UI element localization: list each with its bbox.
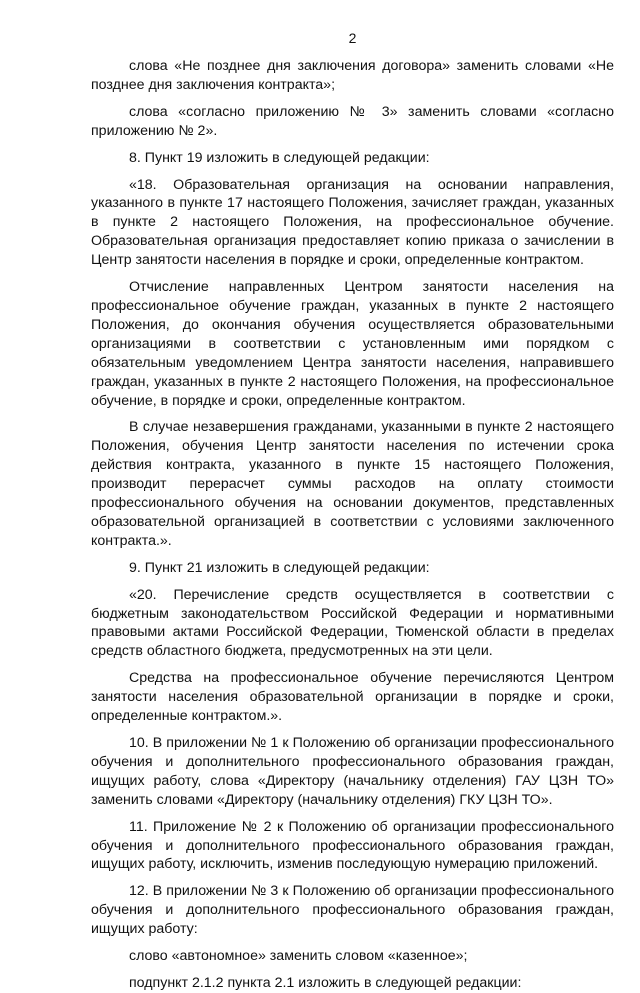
paragraph-14: подпункт 2.1.2 пункта 2.1 изложить в следующей редакции: [129,974,522,991]
paragraph-4: «18. Образовательная организация на основании направления, указанного в пункте 17 настоящего Положения, зачисляет граждан, указанных в пункте 2 настоящего Положения, на профессиональное обучение. Образовательная организация предоставляет копию приказа о зачислении в Центр занятости населения в порядке и сроки, определенные контрактом. [91,176,614,269]
paragraph-11: 11. Приложение № 2 к Положению об организации профессионального обучения и дополнительного профессионального образования граждан, ищущих работу, исключить, изменив последующую нумерацию приложений. [91,818,614,873]
paragraph-7: 9. Пункт 21 изложить в следующей редакции: [129,559,430,576]
paragraph-13: слово «автономное» заменить словом «казенное»; [129,948,468,965]
paragraph-5: Отчисление направленных Центром занятости населения на профессиональное обучение граждан, указанных в пункте 2 настоящего Положения, до окончания обучения осуществляется образовательными организациями в соответствии с установленным ими порядком с обязательным уведомлением Центра занятости населения, направившего граждан, указанных в пункте 2 настоящего Положения, на профессиональное обучение, в порядке и сроки, определенные контрактом. [91,279,614,409]
paragraph-1: слова «Не позднее дня заключения договора» заменить словами «Не позднее дня заключения контракта»; [91,58,614,93]
paragraph-10: 10. В приложении № 1 к Положению об организации профессионального обучения и дополнительного профессионального образования граждан, ищущих работу, слова «Директору (начальнику отделения) ГАУ ЦЗН ТО» заменить словами «Директору (начальнику отделения) ГКУ ЦЗН ТО». [91,735,614,808]
paragraph-8: «20. Перечисление средств осуществляется в соответствии с бюджетным законодательством Российской Федерации и нормативными правовыми актами Российской Федерации, Тюменской области в пределах средств областного бюджета, предусмотренных на эти цели. [91,586,614,660]
paragraph-12: 12. В приложении № 3 к Положению об организации профессионального обучения и дополнительного профессионального образования граждан, ищущих работу: [91,883,614,938]
paragraph-9: Средства на профессиональное обучение перечисляются Центром занятости населения образовательной организации в порядке и сроки, определенные контрактом.». [91,670,614,725]
page-number: 2 [348,30,357,46]
paragraph-3: 8. Пункт 19 изложить в следующей редакции: [129,149,430,166]
paragraph-2: слова «согласно приложению № 3» заменить словами «согласно приложению № 2». [91,103,614,139]
paragraph-6: В случае незавершения гражданами, указанными в пункте 2 настоящего Положения, обучения Центр занятости населения по истечении срока действия контракта, указанного в пункте 15 настоящего Положения, производит перерасчет суммы расходов на оплату стоимости профессионального обучения на основании документов, представленных образовательной организацией в соответствии с условиями заключенного контракта.». [91,419,614,549]
